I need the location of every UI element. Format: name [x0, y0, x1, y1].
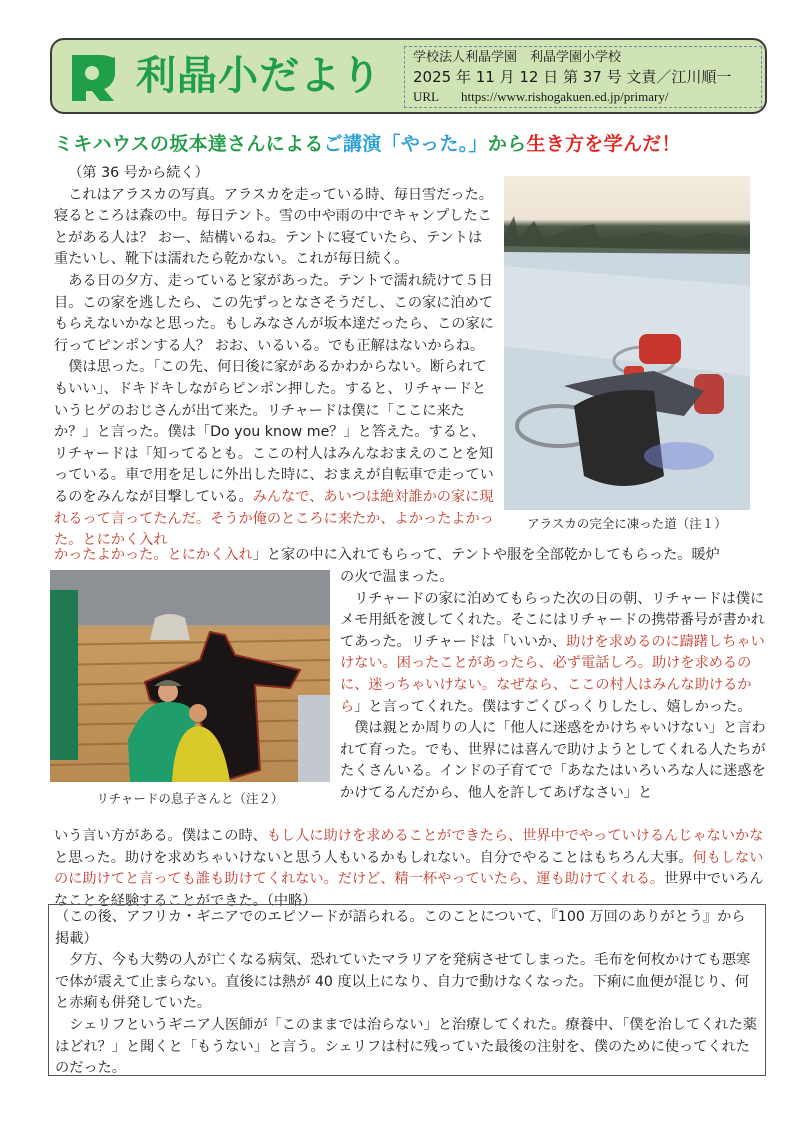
headline-part-4: 生き方を学んだ！	[526, 133, 681, 155]
paragraph-5-emphasis-1: もし人に助けを求めることができたら、世界中でやっていけるんじゃないかな	[266, 828, 764, 844]
article-column-bottom	[54, 826, 770, 912]
alaska-frozen-road-photo	[504, 176, 750, 510]
cabin-interior-illustration	[50, 570, 330, 782]
paragraph-1: これはアラスカの写真。アラスカを走っている時、毎日雪だった。寝るところは森の中。毎日テント。雪の中や雨の中でキャンプしたことがある人は？ おー、結構いるね。テントに寝ていたら、テントは重たいし、靴下は濡れたら乾かない。これが毎日続く。	[54, 186, 493, 268]
headline-part-3: から	[487, 133, 527, 155]
paragraph-3-emphasis-end: かったよかった。とにかく入れ	[54, 547, 253, 563]
paragraph-4-text-end: 」と言ってくれた。僕はすごくびっくりしたし、嬉しかった。	[354, 698, 752, 715]
continued-note: （第 36 号から続く）	[68, 165, 209, 181]
paragraph-3	[54, 357, 496, 551]
photo-caption-2: リチャードの息子さんと（注２）	[96, 791, 284, 806]
paragraph-5-text: いう言い方がある。僕はこの時、	[54, 828, 267, 844]
school-logo-r-icon	[68, 51, 116, 103]
box-paragraph-1: 夕方、今も大勢の人が亡くなる病気、恐れていたマラリアを発病させてしまった。毛布を何枚かけても悪寒で体が震えて止まらない。直後には熱が 40 度以上になり、自力で動けなくなった。下痢に血便が混じり、何と赤痢も併発していた。	[55, 952, 751, 1012]
url-label: URL	[413, 89, 439, 104]
issue-date-line: 2025 年 11 月 12 日 第 37 号 文責／江川順一	[413, 67, 732, 86]
headline-part-2: ご講演「やった。」	[323, 133, 488, 155]
paragraph-3-text: 僕は思った。「この先、何日後に家があるかわからない。断られてもいい」、ドキドキしながらピンポン押した。すると、リチャードというヒゲのおじさんが出て来た。リチャードは僕に「ここに来たか？」と言った。僕は「Do you know me？」と答えた。すると、リチャードは「知ってるとも。ここの村人はみんなおまえのことを知っている。車で用を足しに外出した時に、おまえが自転車で走っているのをみんなが目撃している。	[54, 359, 494, 505]
article-column-right	[340, 567, 772, 805]
paragraph-3-continuation-text: 」と家の中に入れてもらって、テントや服を全部乾かしてもらった。暖炉	[252, 547, 720, 563]
newsletter-title: 利晶小だより	[136, 53, 382, 99]
paragraph-3-continuation	[54, 545, 770, 567]
paragraph-3-end: の火で温まった。	[340, 569, 454, 585]
publication-info-box	[404, 46, 762, 108]
paragraph-5-start: 僕は親とか周りの人に「他人に迷惑をかけちゃいけない」と言われて育った。でも、世界には喜んで助けようとしてくれる人たちがたくさんいる。インドの子育てで「あなたはいろいろな人に迷惑をかけてるんだから、他人を許してあげなさい」と	[340, 720, 766, 801]
school-name: 学校法人利晶学園 利晶学園小学校	[413, 50, 622, 65]
guinea-episode-box	[48, 904, 766, 1076]
photo-caption-1: アラスカの完全に凍った道（注１）	[527, 516, 727, 531]
masthead	[50, 38, 767, 114]
url-line	[413, 87, 753, 107]
paragraph-5-text-end: 世界中でいろんなことを経験することができた。（中略）	[54, 871, 764, 909]
paragraph-5	[54, 826, 770, 912]
paragraph-4-text: リチャードの家に泊めてもらった次の日の朝、リチャードは僕にメモ用紙を渡してくれた。そこにはリチャードの携帯番号が書かれてあった。リチャードは「いいか、	[340, 590, 765, 650]
paragraph-3-emphasis: みんなで、あいつは絶対誰かの家に現れるって言ってたんだ。そうか俺のところに来たか、よかったよかった。とにかく入れ	[54, 488, 494, 549]
bicycle-on-ice-illustration	[504, 176, 750, 510]
paragraph-5-emphasis-2: 何もしないのに助けてと言っても誰も助けてくれない。だけど、精一杯やっていたら、運も助けてくれる。	[54, 849, 764, 888]
article-headline	[54, 131, 774, 157]
paragraph-5-text-2: と思った。助けを求めちゃいけないと思う人もいるかもしれない。自分でやることはもちろん大事。	[54, 849, 693, 866]
paragraph-2: ある日の夕方、走っていると家があった。テントで濡れ続けて５日目。この家を逃したら、この先ずっとなさそうだし、この家に泊めてもらえないかなと思った。もしみなさんが坂本達だったら、この家に行ってピンポンする人？ おお、いるいる。でも正解はないからね。	[54, 272, 494, 354]
richard-son-photo	[50, 570, 330, 782]
paragraph-4-emphasis: 助けを求めるのに躊躇しちゃいけない。困ったことがあったら、必ず電話しろ。助けを求めるのに、迷っちゃいけない。なぜなら、ここの村人はみんな助けるから	[340, 633, 765, 715]
school-url-link[interactable]: https://www.rishogakuen.ed.jp/primary/	[461, 89, 669, 104]
box-paragraph-2: シェリフというギニア人医師が「このままでは治らない」と治療してくれた。療養中、「僕を治してくれた薬はどれ？」と聞くと「もうない」と言う。シェリフは村に残っていた最後の注射を、僕のために使ってくれたのだった。	[55, 1016, 757, 1077]
article-column-top	[54, 163, 496, 552]
paragraph-4	[340, 589, 772, 719]
box-intro: （この後、アフリカ・ギニアでのエピソードが語られる。このことについて、『100 万回のありがとう』から掲載）	[55, 909, 746, 947]
headline-part-1: ミキハウスの坂本達さんによる	[54, 133, 324, 155]
